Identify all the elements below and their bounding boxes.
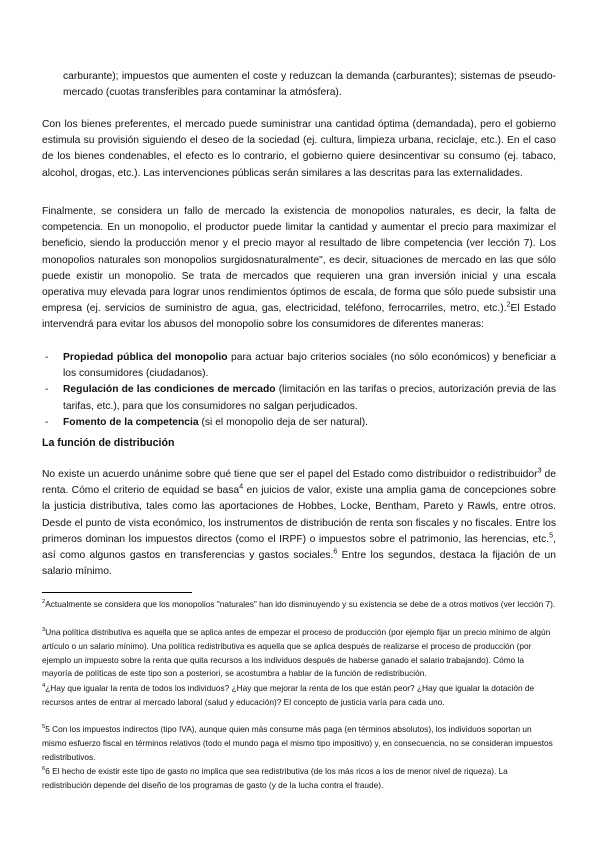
paragraph-distribucion: [42, 467, 556, 580]
list-item: [42, 382, 556, 414]
footnote-separator: [42, 592, 192, 593]
footnote-ref-5: 5: [549, 530, 554, 540]
list-dash: -: [45, 384, 49, 396]
list-item-title: Propiedad pública del monopolio: [63, 352, 228, 363]
list-dash: -: [45, 416, 49, 428]
footnote-number: 6: [42, 766, 46, 773]
footnote-ref-3: 3: [537, 465, 542, 475]
paragraph-bienes-preferentes: Con los bienes preferentes, el mercado puede suministrar una cantidad óptima (demandada), pero el gobierno estimula su provisión siguiendo el deseo de la sociedad (ej. cultura, limpieza urbana, reciclaje, etc.). En el caso de los bienes condenables, el efecto es lo contrario, el gobierno quiere desincentivar su consumo (ej. tabaco, alcohol, drogas, etc.). Las intervenciones públicas serán similares a las descritas para las externalidades.: [42, 119, 556, 179]
footnote-ref-2: 2: [506, 299, 511, 309]
list-item: [42, 350, 556, 382]
footnote-text: ¿Hay que igualar la renta de todos los individuos? ¿Hay que mejorar la renta de los que están peor? ¿Hay que igualar la dotación de recursos antes de entrar al mercado laboral (salud y educación)? El concepto de justicia varía para cada uno.: [42, 683, 535, 707]
section-heading: La función de distribución: [42, 437, 175, 449]
monopolios-text-tail: El Estado intervendrá para evitar los abusos del monopolio sobre los consumidores de diferentes maneras:: [42, 303, 556, 331]
footnote-3: [42, 626, 556, 681]
footnote-text: 5 Con los impuestos indirectos (tipo IVA), aunque quien más consume más paga (en términos absolutos), los individuos soportan un mismo esfuerzo fiscal en términos relativos (todo el mundo paga el mismo tipo impositivo) y, en consecuencia, no se consideran impuestos redistributivos.: [42, 724, 553, 762]
footnote-6: [42, 765, 556, 793]
distribucion-text: Entre los segundos, destaca la fijación de un salario mínimo.: [42, 550, 556, 578]
intervention-list: [42, 350, 556, 431]
list-item: [42, 415, 556, 431]
distribucion-text: , así como algunos gastos en transferencias y gastos sociales.: [42, 533, 556, 562]
footnote-ref-4: 4: [239, 481, 244, 491]
list-item-title: Fomento de la competencia: [63, 416, 199, 428]
list-item-title: Regulación de las condiciones de mercado: [63, 384, 276, 396]
paragraph-intro-continuation: carburante); impuestos que aumenten el coste y reduzcan la demanda (carburantes); sistemas de pseudo-mercado (cuotas transferibles para contaminar la atmósfera).: [63, 71, 556, 99]
footnote-2: [42, 598, 556, 612]
monopolios-text: Finalmente, se considera un fallo de mercado la existencia de monopolios naturales, es decir, la falta de competencia. En un monopolio, el productor puede limitar la cantidad y aumentar el precio para maximizar el beneficio, siendo la producción menor y el precio mayor al resultado de libre competencia (ver lección 7). Los monopolios naturales son monopolios surgidosnaturalmente", es decir, situaciones de mercado en las que sólo puede existir un monopolio. Se trata de mercados que requieren una gran inversión inicial y una escala operativa muy elevada para lograr unos rendimientos óptimos de escala, de forma que sólo puede subsistir una empresa (ej. servicios de suministro de agua, gas, electricidad, teléfono, ferrocarriles, metro, etc.).: [42, 206, 556, 315]
footnote-4: [42, 682, 556, 710]
distribucion-text: No existe un acuerdo unánime sobre qué tiene que ser el papel del Estado como distribuidor o redistribuidor: [42, 469, 538, 480]
list-item-text: para actuar bajo criterios sociales (no sólo económicos) y beneficiar a los consumidores (ciudadanos).: [63, 352, 557, 380]
distribucion-text: de renta. Cómo el criterio de equidad se basa: [42, 469, 556, 497]
footnote-number: 2: [42, 599, 46, 606]
paragraph-monopolios: [42, 204, 556, 334]
footnote-ref-6: 6: [333, 546, 338, 556]
footnote-number: 3: [42, 627, 46, 634]
list-item-text: (limitación en las tarifas o precios, autorización previa de las tarifas, etc.), para que los consumidores no salgan perjudicados.: [63, 384, 556, 412]
footnote-text: Actualmente se considera que los monopolios "naturales" han ido disminuyendo y su existencia se debe de a otros motivos (ver lección 7).: [45, 599, 556, 609]
footnote-text: Una política distributiva es aquella que se aplica antes de empezar el proceso de producción (por ejemplo fijar un precio mínimo de algún artículo o un salario mínimo). Una política redistributiva es aquella que se aplica después de realizarse el proceso de producción (por ejemplo un impuesto sobre la renta que quita recursos a los individuos después de haberse ganado el salario trabajando). Cómo la mayoría de políticas de este tipo son a posteriori, se acostumbra a hablar de la función de redistribución.: [42, 627, 551, 679]
footnote-text: 6 El hecho de existir este tipo de gasto no implica que sea redistributiva (de los más ricos a los de menor nivel de riqueza). La redistribución depende del diseño de los programas de gasto (y de la lucha contra el fraude).: [42, 766, 508, 790]
footnote-5: [42, 723, 556, 764]
list-item-text: (si el monopolio deja de ser natural).: [198, 416, 369, 428]
footnote-number: 5: [42, 724, 46, 731]
footnote-number: 4: [42, 683, 46, 690]
list-dash: -: [45, 352, 49, 363]
distribucion-text: en juicios de valor, existe una amplia gama de concepciones sobre la justicia distributiva, tales como las aportaciones de Hobbes, Locke, Bentham, Pareto y Rawls, entre otros. Desde el punto de vista económico, los instrumentos de distribución de renta son fiscales y no fiscales. Entre los primeros dominan los impuestos directos (como el IRPF) o impuestos sobre el patrimonio, las herencias, etc.: [42, 485, 556, 545]
